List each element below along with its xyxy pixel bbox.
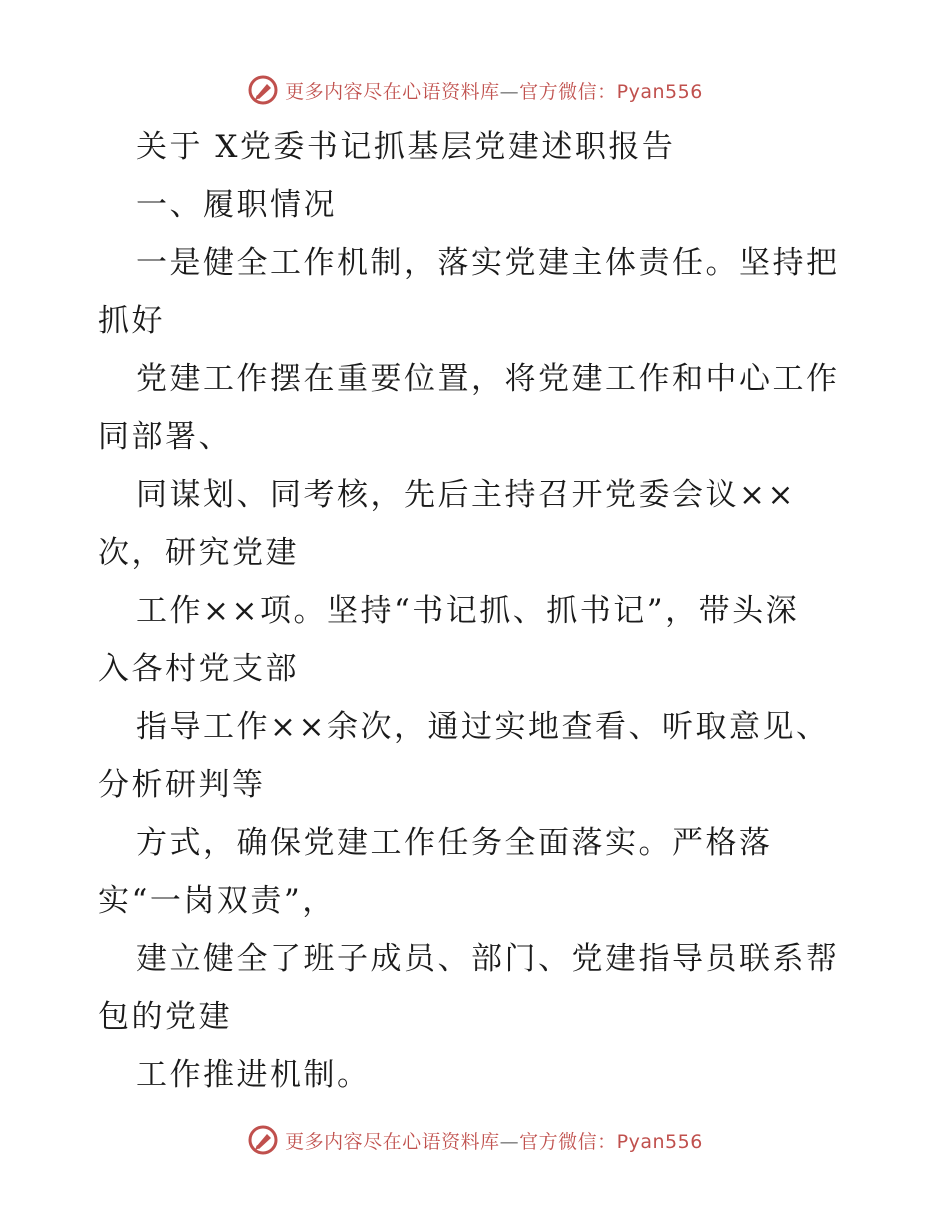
paragraph-line: 工作推进机制。: [136, 1057, 371, 1093]
paragraph-line: 同谋划、同考核，先后主持召开党委会议××: [136, 477, 796, 513]
watermark-dash: —: [499, 80, 520, 103]
paragraph-line: 党建工作摆在重要位置，将党建工作和中心工作: [136, 361, 840, 397]
document-title: 关于 X党委书记抓基层党建述职报告: [136, 129, 676, 165]
watermark-tail: 官方微信：Pyan556: [519, 80, 703, 103]
paragraph-line: 实“一岗双责”，: [98, 883, 336, 919]
header-watermark: [0, 70, 950, 110]
paragraph-line: 工作××项。坚持“书记抓、抓书记”，带头深: [136, 593, 800, 629]
paragraph-line: 同部署、: [98, 419, 232, 455]
footer-watermark: [0, 1120, 950, 1160]
paragraph-line: 建立健全了班子成员、部门、党建指导员联系帮: [136, 941, 840, 977]
watermark-text: [285, 77, 703, 104]
pen-nib-logo-icon: [247, 1124, 279, 1156]
watermark-tail: 官方微信：Pyan556: [519, 1130, 703, 1153]
paragraph-line: 入各村党支部: [98, 651, 299, 687]
watermark-main: 更多内容尽在心语资料库: [285, 1130, 500, 1153]
pen-nib-logo-icon: [247, 74, 279, 106]
watermark-dash: —: [499, 1130, 520, 1153]
watermark-text: [285, 1127, 703, 1154]
watermark-main: 更多内容尽在心语资料库: [285, 80, 500, 103]
paragraph-line: 一是健全工作机制，落实党建主体责任。坚持把: [136, 245, 840, 281]
paragraph-line: 分析研判等: [98, 767, 266, 803]
paragraph-line: 抓好: [98, 303, 165, 339]
paragraph-line: 方式，确保党建工作任务全面落实。严格落: [136, 825, 773, 861]
paragraph-line: 包的党建: [98, 999, 232, 1035]
section-heading: 一、履职情况: [136, 187, 337, 223]
paragraph-line: 次，研究党建: [98, 535, 299, 571]
paragraph-line: 指导工作××余次，通过实地查看、听取意见、: [136, 709, 830, 745]
